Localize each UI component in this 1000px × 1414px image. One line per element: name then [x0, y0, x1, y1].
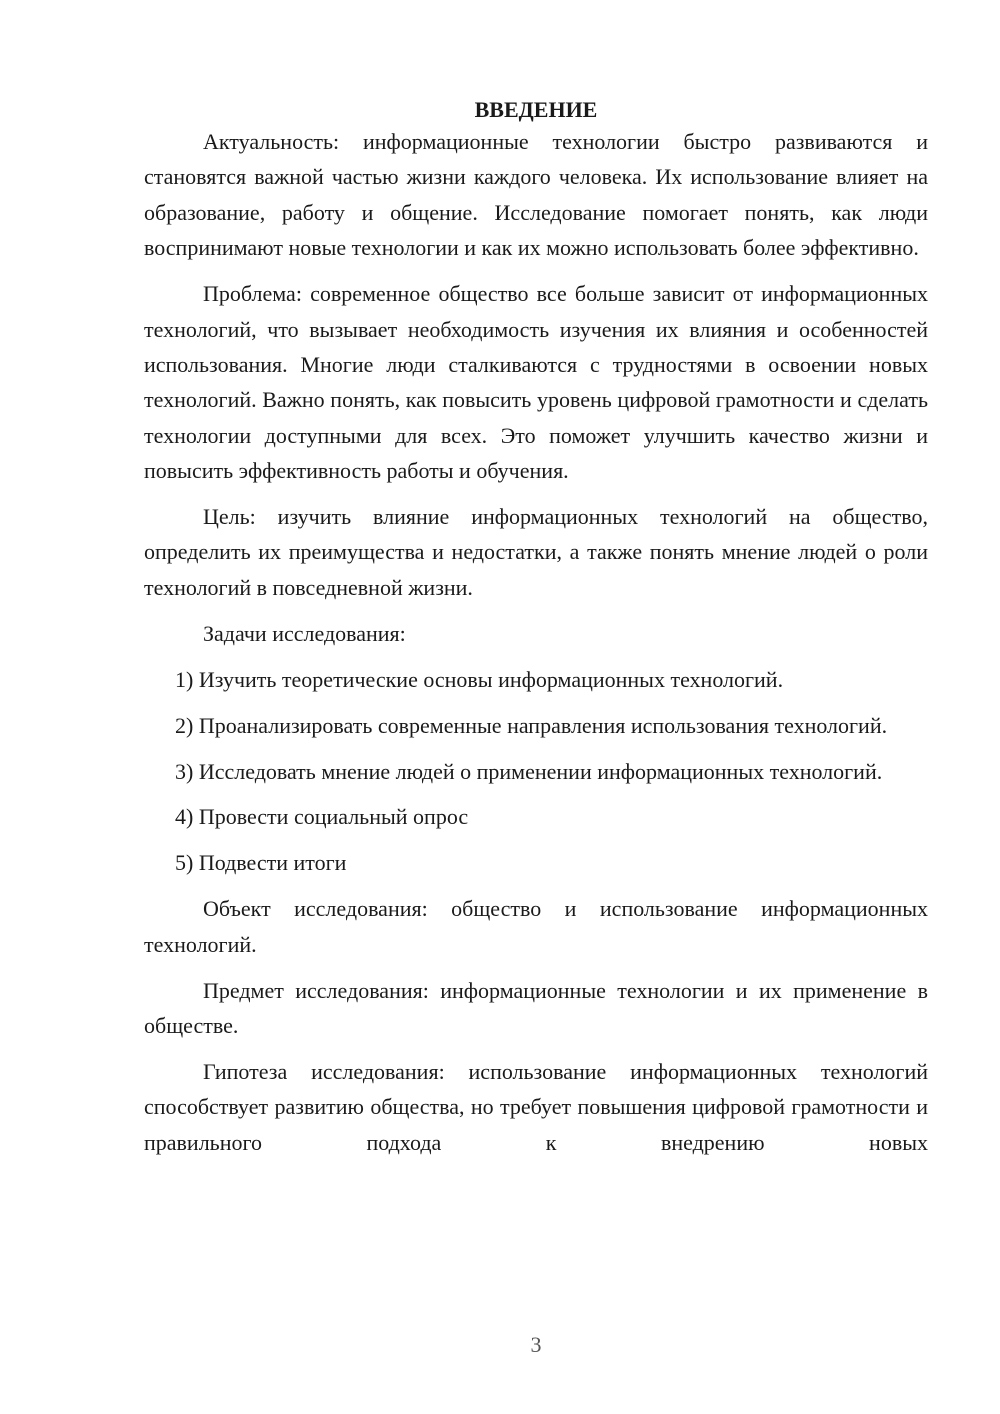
object-paragraph: Объект исследования: общество и использование информационных технологий. [144, 896, 928, 957]
goal-paragraph: Цель: изучить влияние информационных технологий на общество, определить их преимущества и недостатки, а также понять мнение людей о роли технологий в повседневной жизни. [144, 504, 928, 600]
hypothesis-paragraph: Гипотеза исследования: использование информационных технологий способствует развитию общества, но требует повышения цифровой грамотности и правильного подхода к внедрению новых [144, 1058, 928, 1155]
subject-paragraph: Предмет исследования: информационные технологии и их применение в обществе. [144, 977, 928, 1038]
task-item: 5) Подвести итоги [175, 850, 347, 876]
page-number: 3 [530, 1332, 542, 1357]
problem-paragraph: Проблема: современное общество все больше зависит от информационных технологий, что вызывает необходимость изучения их влияния и особенностей использования. Многие люди сталкиваются с трудностями в освоении новых технологий. Важно понять, как повысить уровень цифровой грамотности и сделать технологии доступными для всех. Это поможет улучшить качество жизни и повысить эффективность работы и обучения. [144, 281, 928, 484]
page-title: ВВЕДЕНИЕ [474, 97, 598, 122]
task-item: 1) Изучить теоретические основы информационных технологий. [175, 666, 784, 692]
relevance-paragraph: Актуальность: информационные технологии быстро развиваются и становятся важной частью жизни каждого человека. Их использование влияет на образование, работу и общение. Исследование помогает понять, как люди воспринимают новые технологии и как их можно использовать более эффективно. [144, 129, 928, 261]
tasks-heading: Задачи исследования: [203, 620, 406, 646]
task-item: 4) Провести социальный опрос [175, 804, 469, 830]
page-body [144, 92, 928, 1160]
task-item: 3) Исследовать мнение людей о применении информационных технологий. [175, 758, 883, 784]
task-item: 2) Проанализировать современные направления использования технологий. [175, 712, 888, 738]
